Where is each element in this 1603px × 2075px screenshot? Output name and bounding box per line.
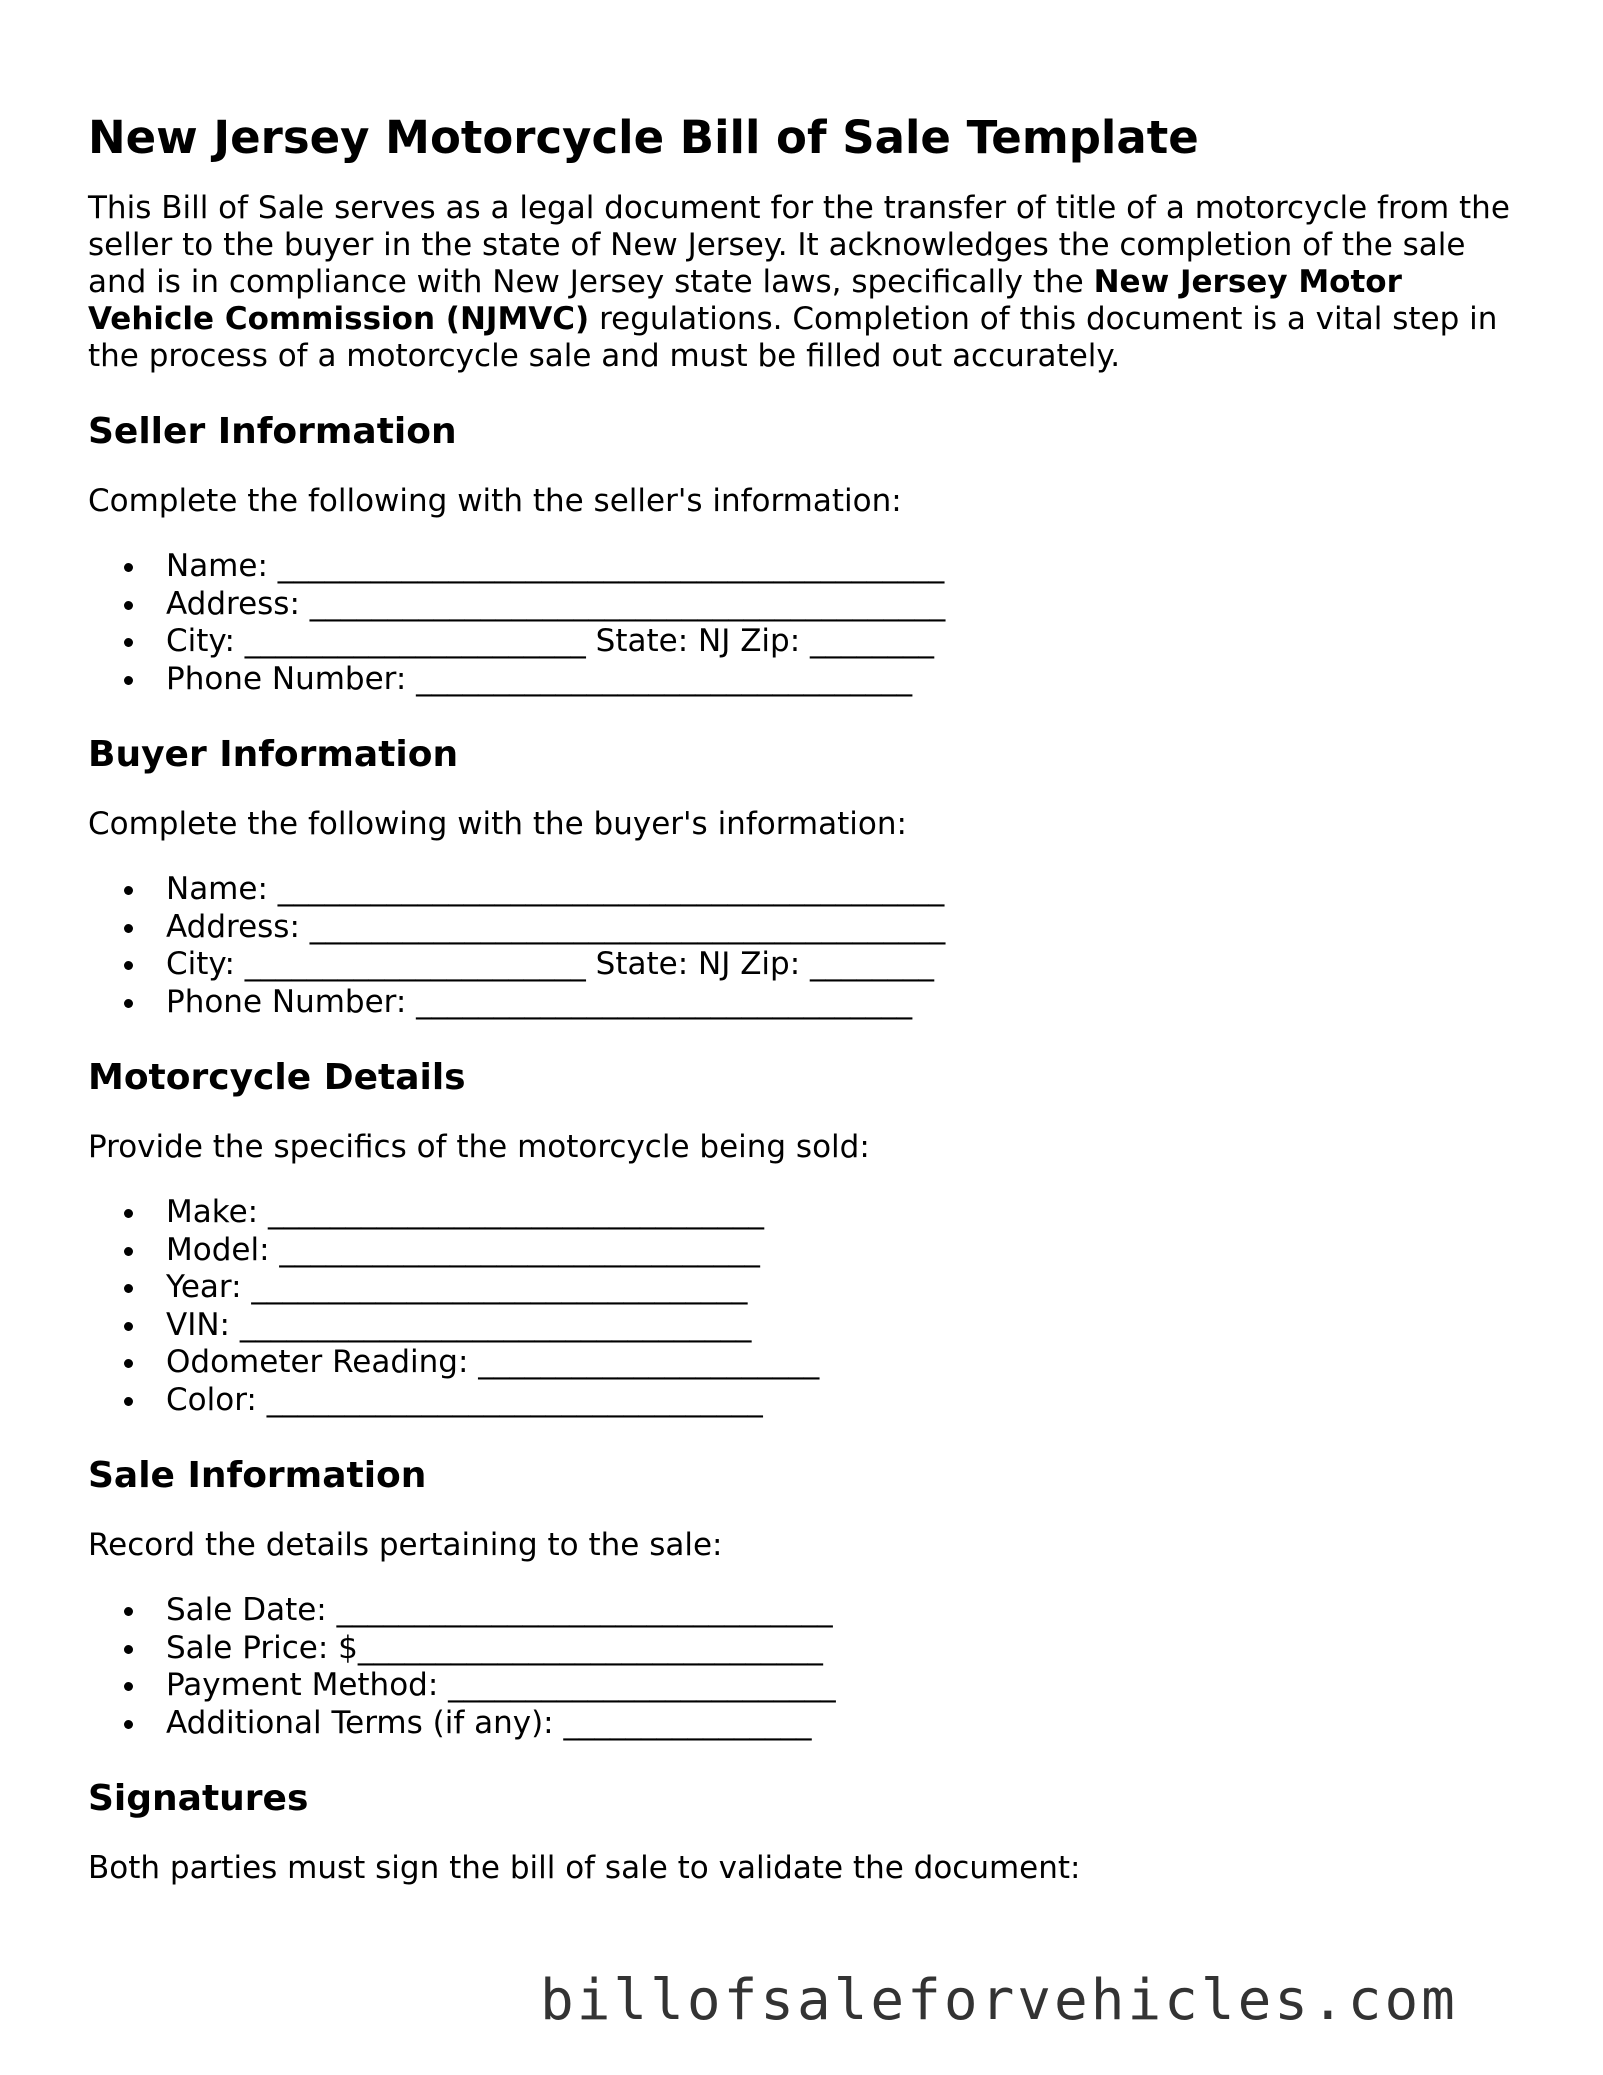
signatures-heading: Signatures [88, 1778, 309, 1819]
buyer-list [88, 871, 1528, 1021]
intro-text-1: This Bill of Sale serves as a legal document for the transfer of title of a motorcycle from the seller to the buyer in the state of New Jersey. It acknowledges the completion of the sale and is in compliance with New Jersey state laws, specifically the [88, 190, 1510, 300]
site-watermark: billofsaleforvehicles.com [540, 1968, 1458, 2033]
seller-list [88, 548, 1528, 698]
signatures-section [88, 1776, 1528, 1887]
odometer-field[interactable]: Odometer Reading: ______________________ [166, 1344, 1528, 1382]
seller-phone-field[interactable]: Phone Number: ________________________________ [166, 661, 1528, 699]
vin-field[interactable]: VIN: _________________________________ [166, 1307, 1528, 1345]
buyer-lead: Complete the following with the buyer's information: [88, 806, 907, 842]
sale-date-field[interactable]: Sale Date: ________________________________ [166, 1592, 1528, 1630]
motorcycle-section [88, 1055, 1528, 1419]
seller-city-state-zip-field[interactable]: City: ______________________ State: NJ Zip: ________ [166, 623, 1528, 661]
sale-list [88, 1592, 1528, 1742]
buyer-heading: Buyer Information [88, 734, 459, 775]
color-field[interactable]: Color: ________________________________ [166, 1382, 1528, 1420]
document-page [88, 108, 1528, 1915]
seller-address-field[interactable]: Address: _________________________________________ [166, 586, 1528, 624]
buyer-name-field[interactable]: Name: ___________________________________________ [166, 871, 1528, 909]
seller-lead: Complete the following with the seller's information: [88, 483, 902, 519]
year-field[interactable]: Year: ________________________________ [166, 1269, 1528, 1307]
payment-method-field[interactable]: Payment Method: _________________________ [166, 1667, 1528, 1705]
page-title: New Jersey Motorcycle Bill of Sale Template [88, 111, 1199, 164]
seller-name-field[interactable]: Name: ___________________________________________ [166, 548, 1528, 586]
buyer-city-state-zip-field[interactable]: City: ______________________ State: NJ Zip: ________ [166, 946, 1528, 984]
buyer-section [88, 732, 1528, 1021]
motorcycle-list [88, 1194, 1528, 1419]
additional-terms-field[interactable]: Additional Terms (if any): ________________ [166, 1705, 1528, 1743]
seller-section [88, 409, 1528, 698]
sale-price-field[interactable]: Sale Price: $______________________________ [166, 1630, 1528, 1668]
buyer-address-field[interactable]: Address: _________________________________________ [166, 909, 1528, 947]
buyer-phone-field[interactable]: Phone Number: ________________________________ [166, 984, 1528, 1022]
intro-paragraph [88, 190, 1528, 375]
sale-lead: Record the details pertaining to the sale: [88, 1527, 723, 1563]
sale-heading: Sale Information [88, 1455, 427, 1496]
sale-section [88, 1453, 1528, 1742]
model-field[interactable]: Model: _______________________________ [166, 1232, 1528, 1270]
intro-text-2: regulations. Completion of this document is a vital step in the process of a motorcycle sale and must be filled out accurately. [88, 301, 1498, 374]
seller-heading: Seller Information [88, 411, 457, 452]
motorcycle-lead: Provide the specifics of the motorcycle being sold: [88, 1129, 870, 1165]
motorcycle-heading: Motorcycle Details [88, 1057, 466, 1098]
make-field[interactable]: Make: ________________________________ [166, 1194, 1528, 1232]
intro-bold-text: New Jersey Motor Vehicle Commission (NJMVC) [88, 264, 1402, 337]
signatures-lead: Both parties must sign the bill of sale to validate the document: [88, 1850, 1081, 1886]
